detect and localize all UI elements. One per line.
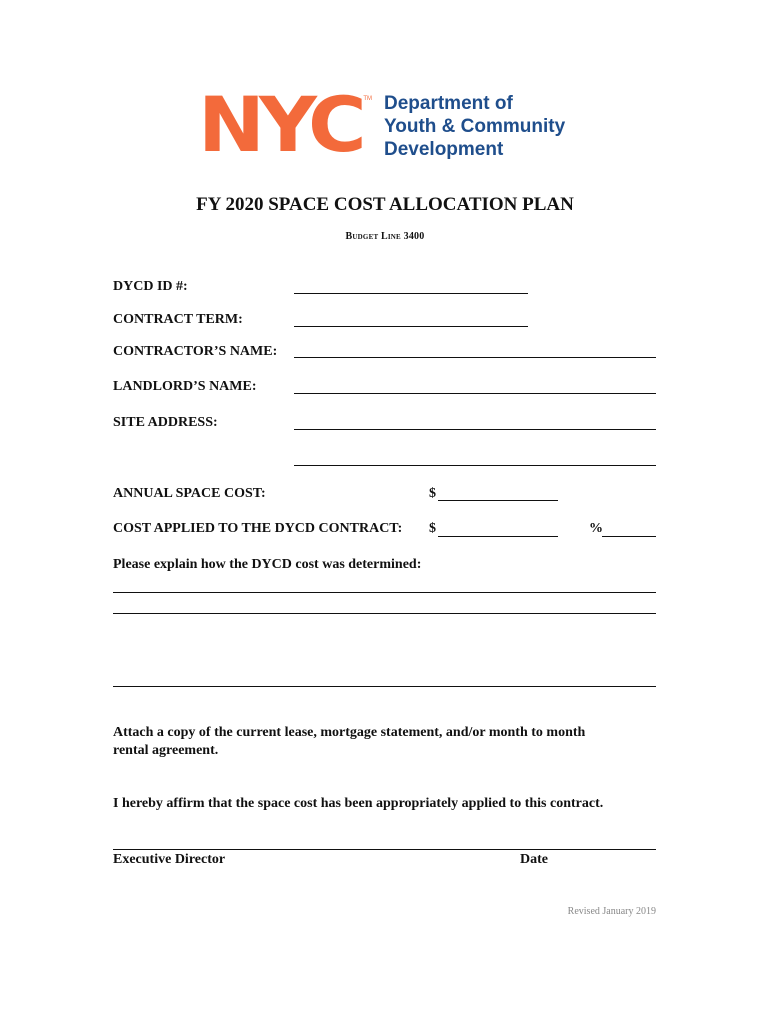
- dycd-id-label: DYCD ID #:: [113, 279, 188, 294]
- form-title: FY 2020 SPACE COST ALLOCATION PLAN: [196, 194, 574, 215]
- cost-applied-percent-field-line[interactable]: [602, 536, 656, 537]
- explanation-line-1[interactable]: [113, 592, 656, 593]
- trademark-symbol: TM: [363, 95, 372, 102]
- dycd-logo: [198, 80, 566, 169]
- annual-cost-dollar-sign: $: [429, 486, 436, 501]
- contract-term-field-line[interactable]: [294, 326, 528, 327]
- explanation-line-3[interactable]: [113, 686, 656, 687]
- site-address-label: SITE ADDRESS:: [113, 415, 218, 430]
- affirmation-statement: I hereby affirm that the space cost has been appropriately applied to this contract.: [113, 796, 604, 811]
- annual-space-cost-field-line[interactable]: [438, 500, 558, 501]
- attach-note-line-1: Attach a copy of the current lease, mortgage statement, and/or month to month: [113, 725, 586, 740]
- explain-prompt: Please explain how the DYCD cost was determined:: [113, 557, 422, 572]
- landlord-name-label: LANDLORD’S NAME:: [113, 379, 257, 394]
- signature-line[interactable]: [113, 849, 656, 850]
- annual-space-cost-label: ANNUAL SPACE COST:: [113, 486, 266, 501]
- contract-term-label: CONTRACT TERM:: [113, 312, 243, 327]
- cost-applied-label: COST APPLIED TO THE DYCD CONTRACT:: [113, 521, 403, 536]
- contractor-name-label: CONTRACTOR’S NAME:: [113, 344, 278, 359]
- dycd-id-field-line[interactable]: [294, 293, 528, 294]
- nyc-wordmark: NYC: [198, 80, 361, 169]
- landlord-name-field-line[interactable]: [294, 393, 656, 394]
- revision-note: Revised January 2019: [567, 906, 656, 917]
- date-label: Date: [520, 852, 548, 867]
- agency-name-line-3: Development: [384, 139, 504, 160]
- explanation-line-2[interactable]: [113, 613, 656, 614]
- cost-applied-percent-sign: %: [589, 521, 603, 536]
- agency-name-line-2: Youth & Community: [384, 116, 566, 137]
- form-subtitle: Budget Line 3400: [345, 231, 425, 242]
- agency-name-line-1: Department of: [384, 93, 513, 114]
- cost-applied-field-line[interactable]: [438, 536, 558, 537]
- site-address-field-line-2[interactable]: [294, 465, 656, 466]
- agency-name: [384, 92, 565, 161]
- cost-applied-dollar-sign: $: [429, 521, 436, 536]
- executive-director-label: Executive Director: [113, 852, 226, 867]
- attach-note-line-2: rental agreement.: [113, 743, 219, 758]
- nyc-logo-mark: [198, 80, 374, 169]
- site-address-field-line-1[interactable]: [294, 429, 656, 430]
- contractor-name-field-line[interactable]: [294, 357, 656, 358]
